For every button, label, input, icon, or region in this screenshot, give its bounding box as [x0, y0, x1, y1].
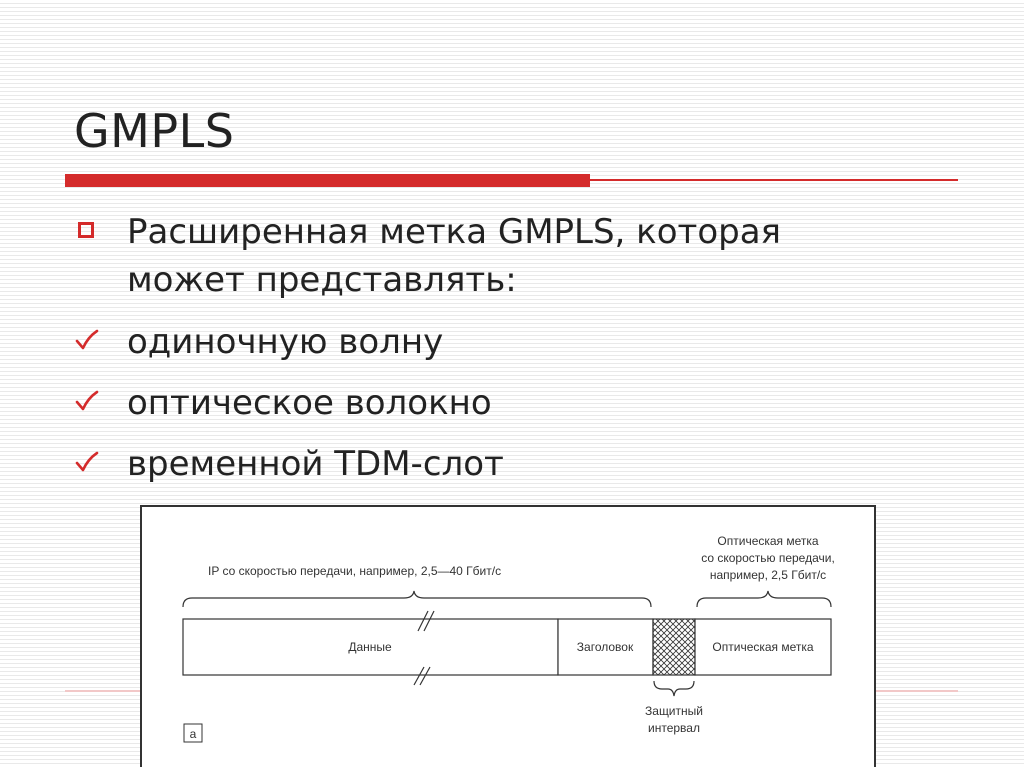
header-field-label: Заголовок — [576, 640, 634, 654]
intro-line-2: может представлять: — [127, 260, 517, 300]
checklist-label: одиночную волну — [127, 322, 444, 362]
checklist-label: временной TDM-слот — [127, 444, 504, 484]
checklist-label: оптическое волокно — [127, 383, 492, 423]
optical-brace — [697, 591, 831, 607]
check-icon — [74, 450, 100, 476]
slide-title: GMPLS — [74, 104, 235, 158]
packet-diagram — [142, 507, 878, 769]
ip-brace — [183, 591, 651, 607]
square-bullet-icon — [78, 222, 94, 238]
data-field-label: Данные — [348, 640, 392, 654]
panel-label: а — [189, 727, 197, 741]
guard-brace — [654, 681, 694, 696]
guard-interval-field — [653, 619, 695, 675]
guard-caption-line-1: Защитный — [645, 704, 703, 718]
optical-caption-line-3: например, 2,5 Гбит/с — [709, 568, 827, 582]
check-icon — [74, 389, 100, 415]
optical-label-field-label: Оптическая метка — [712, 640, 814, 654]
optical-caption-line-2: со скоростью передачи, — [701, 551, 835, 565]
check-icon — [74, 328, 100, 354]
guard-caption-line-2: интервал — [648, 721, 700, 735]
optical-caption-line-1: Оптическая метка — [717, 534, 819, 548]
intro-line-1: Расширенная метка GMPLS, которая — [127, 212, 781, 252]
packet-structure-figure — [140, 505, 876, 767]
ip-caption: IP со скоростью передачи, например, 2,5—40 Гбит/с — [208, 564, 502, 578]
title-underline — [65, 174, 958, 187]
